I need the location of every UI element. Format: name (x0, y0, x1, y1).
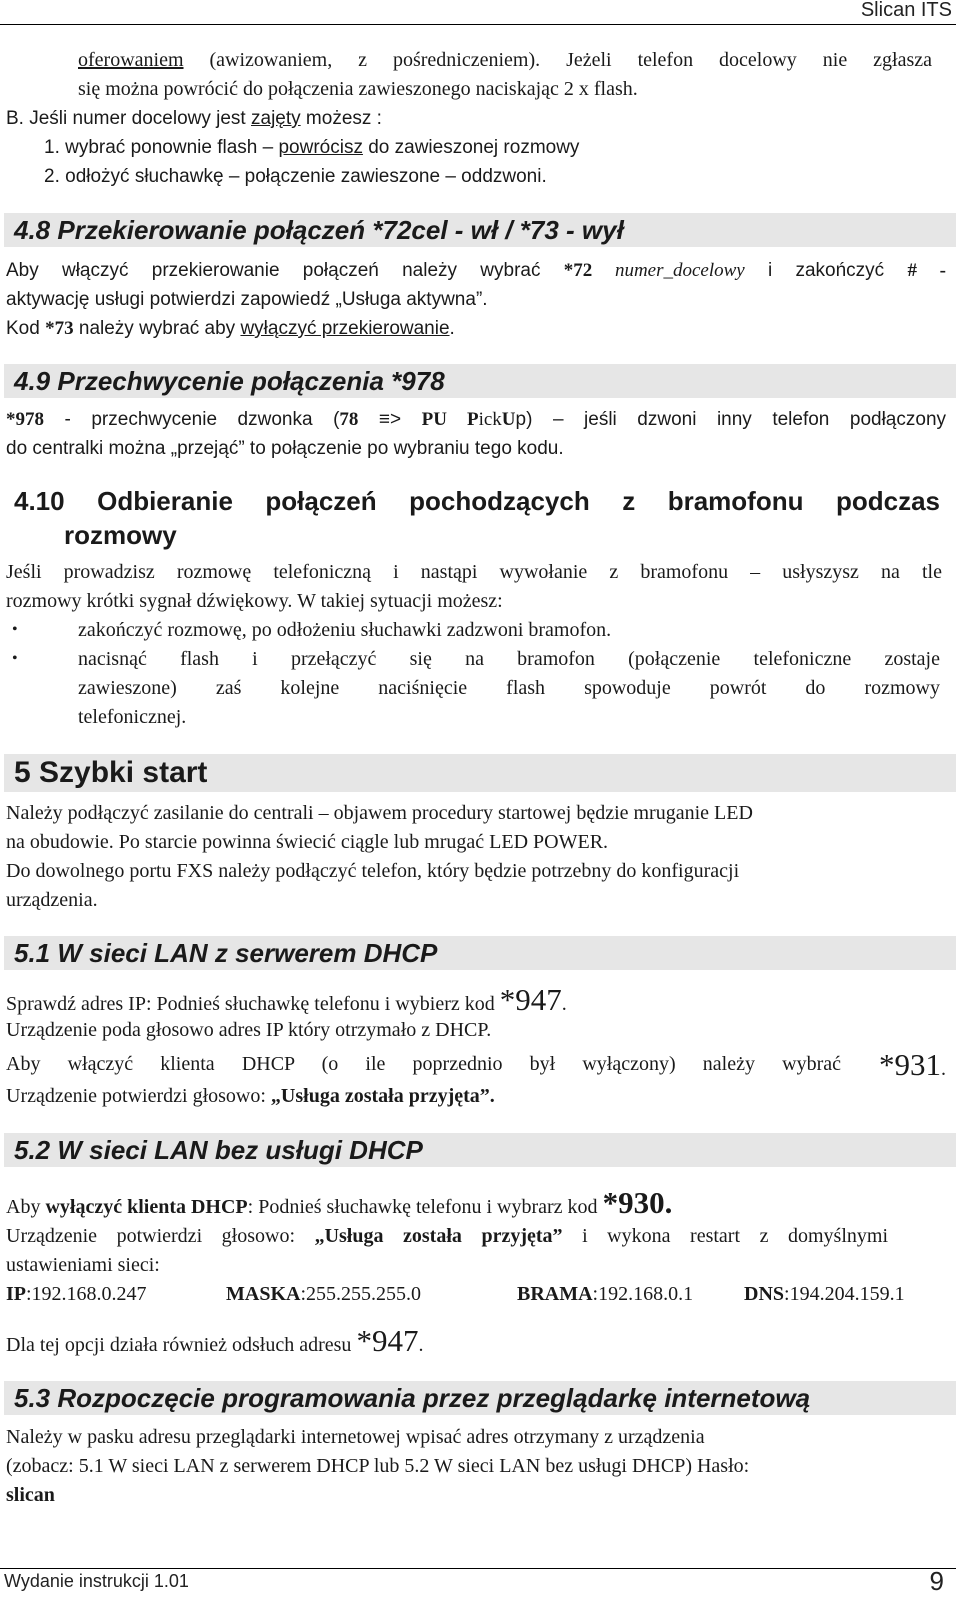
s52-dns (744, 1280, 905, 1309)
section-title-4-9: 4.9 Przechwycenie połączenia *978 (14, 366, 445, 396)
s48-p3-c: należy wybrać aby (73, 318, 241, 339)
s48-p3-d: . (449, 318, 455, 339)
s52-p2-a: Urządzenie potwierdzi głosowo: (6, 1225, 315, 1247)
gateway-label: BRAMA (517, 1283, 593, 1305)
intro-line-1-text: (awizowaniem, z pośredniczeniem). Jeżeli telefon docelowy nie zgłasza (183, 49, 932, 71)
s48-para-1 (6, 256, 946, 285)
s410-para-1: Jeśli prowadzisz rozmowę telefoniczną i nastąpi wywołanie z bramofonu – usłyszysz na tle (6, 561, 942, 583)
intro-step-1 (44, 133, 579, 162)
s53-para-1: Należy w pasku adresu przeglądarki internetowej wpisać adres otrzymany z urządzenia (6, 1426, 705, 1448)
s5-para-2: na obudowie. Po starcie powinna świecić ciągle lub mrugać LED POWER. (6, 831, 609, 853)
s48-p1-d: i zakończyć (744, 260, 908, 281)
intro-step-2: 2. odłożyć słuchawkę – połączenie zawieszone – oddzwoni. (44, 166, 547, 187)
s49-para-2: do centralki można „przejąć” to połączenie po wybraniu tego kodu. (6, 438, 564, 459)
s49-p1-b: - przechwycenie dzwonka ( (44, 409, 340, 430)
s48-code-72: *72 (563, 260, 593, 281)
s410-bullet-2-line-2: zawieszone) zaś kolejne naciśnięcie flash spowoduje powrót do rozmowy (78, 677, 940, 699)
s5-para-3: Do dowolnego portu FXS należy podłączyć telefon, który będzie potrzebny do konfiguracji (6, 860, 740, 882)
s52-p1-a: Aby (6, 1196, 46, 1218)
s410-bullet-2-line-1: nacisnąć flash i przełączyć się na bramofon (połączenie telefoniczne zostaje (78, 648, 940, 670)
s52-p5-a: Dla tej opcji działa również odsłuch adresu (6, 1334, 357, 1356)
dns-label: DNS (744, 1283, 785, 1305)
s48-hash: # - (907, 260, 946, 281)
s51-code-931: *931 (879, 1047, 941, 1082)
ip-label: IP (6, 1283, 26, 1305)
s48-target-number: numer_docelowy (592, 260, 745, 281)
bullet-icon: • (12, 650, 18, 667)
s51-p4-a: Urządzenie potwierdzi głosowo: (6, 1085, 271, 1107)
s52-disable-dhcp: wyłączyć klienta DHCP (45, 1196, 248, 1218)
intro-line-2: się można powrócić do połączenia zawieszonego naciskając 2 x flash. (78, 78, 638, 100)
s49-u: U (501, 409, 516, 430)
s51-para-4 (6, 1082, 495, 1111)
page-header (0, 0, 956, 25)
mask-label: MASKA (226, 1283, 301, 1305)
s52-p1-c: : Podnieś słuchawkę telefonu i wybrarz kod (247, 1196, 603, 1218)
s52-code-930: *930. (602, 1185, 673, 1220)
footer-rule (0, 1568, 956, 1569)
page-number: 9 (929, 1566, 944, 1596)
intro-line-3-pre: B. Jeśli numer docelowy jest (6, 108, 251, 129)
s410-para-2: rozmowy krótki sygnał dźwiękowy. W takiej sytuacji możesz: (6, 590, 503, 612)
s52-para-3: ustawieniami sieci: (6, 1254, 160, 1276)
s51-p3-a: Aby włączyć klienta DHCP (o ile poprzednio był wyłączony) należy wybrać (6, 1053, 841, 1075)
intro-line-3 (6, 104, 382, 133)
s52-para-1 (6, 1185, 673, 1222)
section-title-5-1: 5.1 W sieci LAN z serwerem DHCP (14, 938, 438, 968)
s51-code-947: *947 (499, 982, 562, 1017)
s51-p1-a: Sprawdź adres IP: Podnieś słuchawkę telefonu i wybierz kod (6, 993, 500, 1015)
s49-arrow: ≡> (358, 409, 422, 430)
s52-mask (226, 1280, 421, 1309)
section-title-4-8: 4.8 Przekierowanie połączeń *72cel - wł / *73 - wył (14, 215, 624, 245)
header-brand: Slican ITS (860, 0, 952, 21)
s52-confirmation: „Usługa została przyjęta” (314, 1225, 563, 1247)
s52-ip (6, 1280, 147, 1309)
intro-step-1-post: do zawieszonej rozmowy (362, 137, 580, 158)
s49-pu-p: PU P (421, 409, 479, 430)
s52-gateway (517, 1280, 693, 1309)
s48-para-2: aktywację usługi potwierdzi zapowiedź „Usługa aktywna”. (6, 289, 488, 310)
intro-step-1-pre: 1. wybrać ponownie flash – (44, 137, 279, 158)
section-title-4-10-line-2: rozmowy (64, 520, 177, 550)
s48-para-3 (6, 314, 455, 343)
s53-para-2: (zobacz: 5.1 W sieci LAN z serwerem DHCP lub 5.2 W sieci LAN bez usługi DHCP) Hasło: (6, 1455, 750, 1477)
ip-value: :192.168.0.247 (26, 1283, 147, 1305)
intro-busy-term: zajęty (251, 108, 301, 129)
gateway-value: :192.168.0.1 (592, 1283, 694, 1305)
s49-para-1 (6, 405, 946, 434)
s52-code-947: *947 (356, 1323, 419, 1358)
section-title-4-10-line-1: 4.10 Odbieranie połączeń pochodzących z bramofonu podczas (14, 486, 940, 516)
footer-edition: Wydanie instrukcji 1.01 (4, 1571, 189, 1591)
s48-code-73: *73 (45, 318, 74, 339)
s48-p3-a: Kod (6, 318, 46, 339)
s49-ick: ick (478, 409, 502, 430)
section-title-5-3: 5.3 Rozpoczęcie programowania przez przeglądarkę internetową (14, 1383, 811, 1413)
intro-return-term: powrócisz (278, 137, 363, 158)
section-title-5: 5 Szybki start (14, 756, 208, 789)
s52-p5-end: . (418, 1334, 424, 1356)
s53-password: slican (6, 1484, 55, 1506)
s51-para-3 (6, 1047, 946, 1084)
s5-para-4: urządzenia. (6, 889, 98, 911)
s48-p1-a: Aby włączyć przekierowanie połączeń należy wybrać (6, 260, 564, 281)
mask-value: :255.255.255.0 (300, 1283, 422, 1305)
intro-line-3-post: możesz : (300, 108, 382, 129)
s410-bullet-1: zakończyć rozmowę, po odłożeniu słuchawki zadzwoni bramofon. (78, 619, 612, 641)
s410-bullet-2-line-3: telefonicznej. (78, 706, 187, 728)
bullet-icon: • (12, 621, 18, 638)
intro-line-1 (78, 46, 932, 75)
s49-code-78: 78 (339, 409, 359, 430)
s51-p1-end: . (561, 993, 567, 1015)
s51-para-2: Urządzenie poda głosowo adres IP który otrzymało z DHCP. (6, 1019, 492, 1041)
s51-code-931-wrap (879, 1047, 946, 1084)
dns-value: :194.204.159.1 (784, 1283, 905, 1305)
s51-confirmation: „Usługa została przyjęta”. (270, 1085, 495, 1107)
s49-code-978: *978 (6, 409, 44, 430)
s51-para-1 (6, 982, 567, 1019)
s5-para-1: Należy podłączyć zasilanie do centrali – objawem procedury startowej będzie mruganie LED (6, 802, 753, 824)
intro-underlined-term: oferowaniem (78, 49, 184, 71)
s52-p2-c: i wykona restart z domyślnymi (562, 1225, 889, 1247)
s51-p3-end: . (941, 1058, 946, 1080)
s48-disable-term: wyłączyć przekierowanie (240, 318, 450, 339)
s49-p1-h: p) – jeśli dzwoni inny telefon podłączony (515, 409, 947, 430)
s52-para-2 (6, 1222, 888, 1251)
s52-para-5 (6, 1323, 424, 1360)
section-title-5-2: 5.2 W sieci LAN bez usługi DHCP (14, 1135, 423, 1165)
